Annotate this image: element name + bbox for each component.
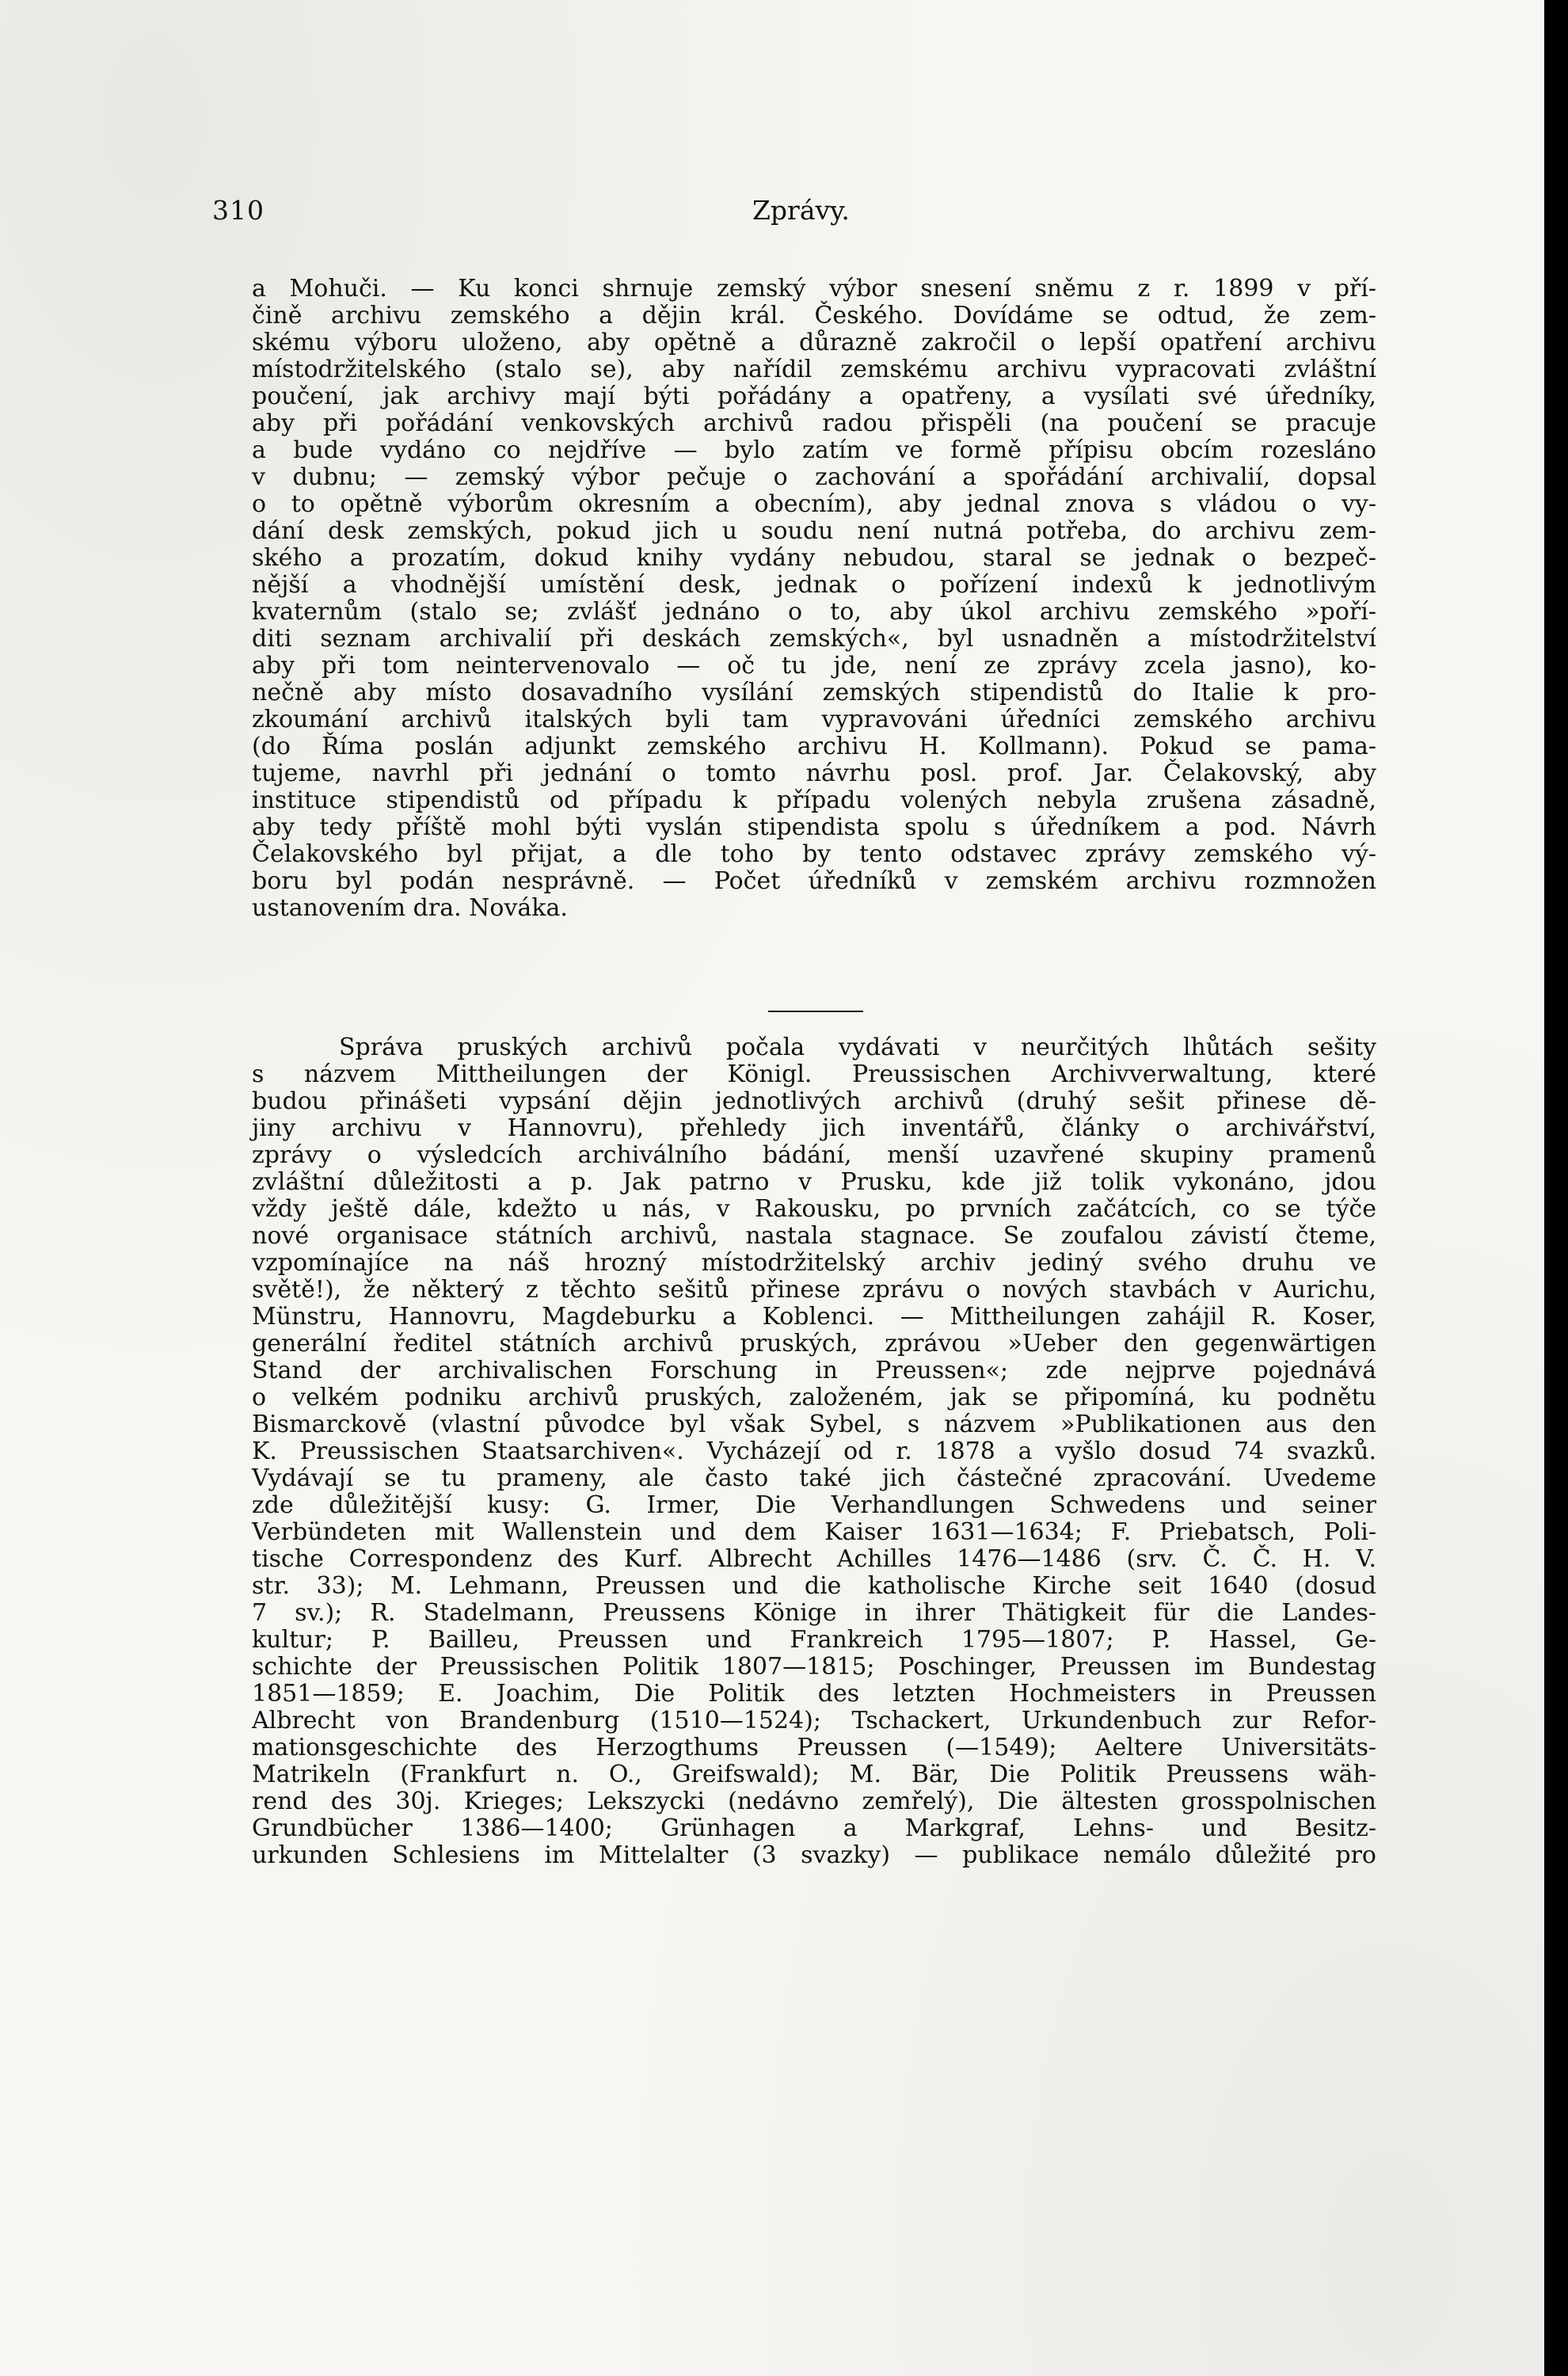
- text-line: Verbündeten mit Wallenstein und dem Kaiser 1631—1634; F. Priebatsch, Poli-: [252, 1518, 1376, 1546]
- text-line: rend des 30j. Krieges; Lekszycki (nedávno zemřelý), Die ältesten grosspolnischen: [252, 1788, 1376, 1815]
- text-line: o velkém podniku archivů pruských, založeném, jak se připomíná, ku podnětu: [252, 1384, 1376, 1411]
- text-line: budou přinášeti vypsání dějin jednotlivých archivů (druhý sešit přinese dě-: [252, 1087, 1376, 1115]
- text-line: Grundbücher 1386—1400; Grünhagen a Markgraf, Lehns- und Besitz-: [252, 1814, 1376, 1842]
- text-line: nečně aby místo dosavadního vysílání zemských stipendistů do Italie k pro-: [252, 679, 1376, 706]
- text-line: Stand der archivalischen Forschung in Preussen«; zde nejprve pojednává: [252, 1357, 1376, 1384]
- text-line: vždy ještě dále, kdežto u nás, v Rakousku, po prvních začátcích, co se týče: [252, 1195, 1376, 1223]
- text-line: zkoumání archivů italských byli tam vypravováni úředníci zemského archivu: [252, 706, 1376, 733]
- text-line: poučení, jak archivy mají býti pořádány a opatřeny, a vysílati své úředníky,: [252, 383, 1376, 410]
- text-line: kvaternům (stalo se; zvlášť jednáno o to, aby úkol archivu zemského »poří-: [252, 598, 1376, 626]
- text-line: 1851—1859; E. Joachim, Die Politik des letzten Hochmeisters in Preussen: [252, 1680, 1376, 1708]
- text-line: Vydávají se tu prameny, ale často také jich částečné zpracování. Uvedeme: [252, 1464, 1376, 1492]
- text-line: ustanovením dra. Nováka.: [252, 894, 568, 922]
- text-line: aby při tom neintervenovalo — oč tu jde, není ze zprávy zcela jasno), ko-: [252, 652, 1376, 680]
- text-line: místodržitelského (stalo se), aby nařídil zemskému archivu vypracovati zvláštní: [252, 356, 1376, 383]
- text-line: Správa pruských archivů počala vydávati v neurčitých lhůtách sešity: [339, 1034, 1376, 1061]
- paragraph-prussian-archives: [252, 1034, 1376, 1869]
- text-line: boru byl podán nesprávně. — Počet úředníků v zemském archivu rozmnožen: [252, 867, 1376, 895]
- text-line: světě!), že některý z těchto sešitů přinese zprávu o nových stavbách v Aurichu,: [252, 1276, 1376, 1304]
- text-line: s názvem Mittheilungen der Königl. Preussischen Archivverwaltung, které: [252, 1060, 1376, 1088]
- text-line: Bismarckově (vlastní původce byl však Sybel, s názvem »Publikationen aus den: [252, 1411, 1376, 1438]
- text-line: o to opětně výborům okresním a obecním), aby jednal znova s vládou o vy-: [252, 490, 1376, 518]
- text-line: tujeme, navrhl při jednání o tomto návrhu posl. prof. Jar. Čelakovský, aby: [252, 760, 1376, 787]
- text-line: ského a prozatím, dokud knihy vydány nebudou, staral se jednak o bezpeč-: [252, 544, 1376, 572]
- text-line: urkunden Schlesiens im Mittelalter (3 svazky) — publikace nemálo důležité pro: [252, 1841, 1376, 1869]
- text-line: mationsgeschichte des Herzogthums Preussen (—1549); Aeltere Universitäts-: [252, 1734, 1376, 1761]
- text-line: kultur; P. Bailleu, Preussen und Frankreich 1795—1807; P. Hassel, Ge-: [252, 1626, 1376, 1654]
- text-line: nější a vhodnější umístění desk, jednak o pořízení indexů k jednotlivým: [252, 571, 1376, 599]
- text-line: zvláštní důležitosti a p. Jak patrno v Prusku, kde již tolik vykonáno, jdou: [252, 1168, 1376, 1196]
- text-line: diti seznam archivalií při deskách zemských«, byl usnadněn a místodržitelství: [252, 625, 1376, 653]
- text-line: a Mohuči. — Ku konci shrnuje zemský výbor snesení sněmu z r. 1899 v pří-: [252, 275, 1376, 303]
- text-line: dání desk zemských, pokud jich u soudu není nutná potřeba, do archivu zem-: [252, 517, 1376, 545]
- text-line: skému výboru uloženo, aby opětně a důrazně zakročil o lepší opatření archivu: [252, 329, 1376, 356]
- text-line: Čelakovského byl přijat, a dle toho by tento odstavec zprávy zemského vý-: [252, 840, 1376, 868]
- page-number: 310: [212, 195, 265, 226]
- text-line: Albrecht von Brandenburg (1510—1524); Tschackert, Urkundenbuch zur Refor-: [252, 1707, 1376, 1734]
- scan-edge: [1544, 0, 1568, 2376]
- text-line: aby tedy příště mohl býti vyslán stipendista spolu s úředníkem a pod. Návrh: [252, 813, 1376, 841]
- text-line: 7 sv.); R. Stadelmann, Preussens Könige in ihrer Thätigkeit für die Landes-: [252, 1599, 1376, 1627]
- text-line: nové organisace státních archivů, nastala stagnace. Se zoufalou závistí čteme,: [252, 1222, 1376, 1250]
- text-line: schichte der Preussischen Politik 1807—1815; Poschinger, Preussen im Bundestag: [252, 1653, 1376, 1681]
- text-line: (do Říma poslán adjunkt zemského archivu H. Kollmann). Pokud se pama-: [252, 733, 1376, 760]
- text-line: zde důležitější kusy: G. Irmer, Die Verhandlungen Schwedens und seiner: [252, 1491, 1376, 1519]
- running-head: Zprávy.: [752, 195, 850, 226]
- text-line: čině archivu zemského a dějin král. Českého. Dovídáme se odtud, že zem-: [252, 302, 1376, 329]
- text-line: str. 33); M. Lehmann, Preussen und die katholische Kirche seit 1640 (dosud: [252, 1572, 1376, 1600]
- text-line: instituce stipendistů od případu k případu volených nebyla zrušena zásadně,: [252, 786, 1376, 814]
- section-divider: [768, 1011, 863, 1012]
- text-line: a bude vydáno co nejdříve — bylo zatím ve formě přípisu obcím rozesláno: [252, 436, 1376, 464]
- text-line: K. Preussischen Staatsarchiven«. Vycházejí od r. 1878 a vyšlo dosud 74 svazků.: [252, 1437, 1376, 1465]
- text-line: vzpomínajíce na náš hrozný místodržitelský archiv jediný svého druhu ve: [252, 1249, 1376, 1277]
- paragraph-land-archive-report: [252, 276, 1376, 922]
- text-line: Münstru, Hannovru, Magdeburku a Koblenci. — Mittheilungen zahájil R. Koser,: [252, 1303, 1376, 1331]
- text-line: tische Correspondenz des Kurf. Albrecht Achilles 1476—1486 (srv. Č. Č. H. V.: [252, 1545, 1376, 1573]
- text-line: Matrikeln (Frankfurt n. O., Greifswald); M. Bär, Die Politik Preussens wäh-: [252, 1761, 1376, 1788]
- text-line: aby při pořádání venkovských archivů radou přispěli (na poučení se pracuje: [252, 409, 1376, 437]
- text-line: jiny archivu v Hannovru), přehledy jich inventářů, články o archivářství,: [252, 1114, 1376, 1142]
- text-line: generální ředitel státních archivů pruských, zprávou »Ueber den gegenwärtigen: [252, 1330, 1376, 1357]
- text-line: v dubnu; — zemský výbor pečuje o zachování a spořádání archivalií, dopsal: [252, 463, 1376, 491]
- text-line: zprávy o výsledcích archiválního bádání, menší uzavřené skupiny pramenů: [252, 1141, 1376, 1169]
